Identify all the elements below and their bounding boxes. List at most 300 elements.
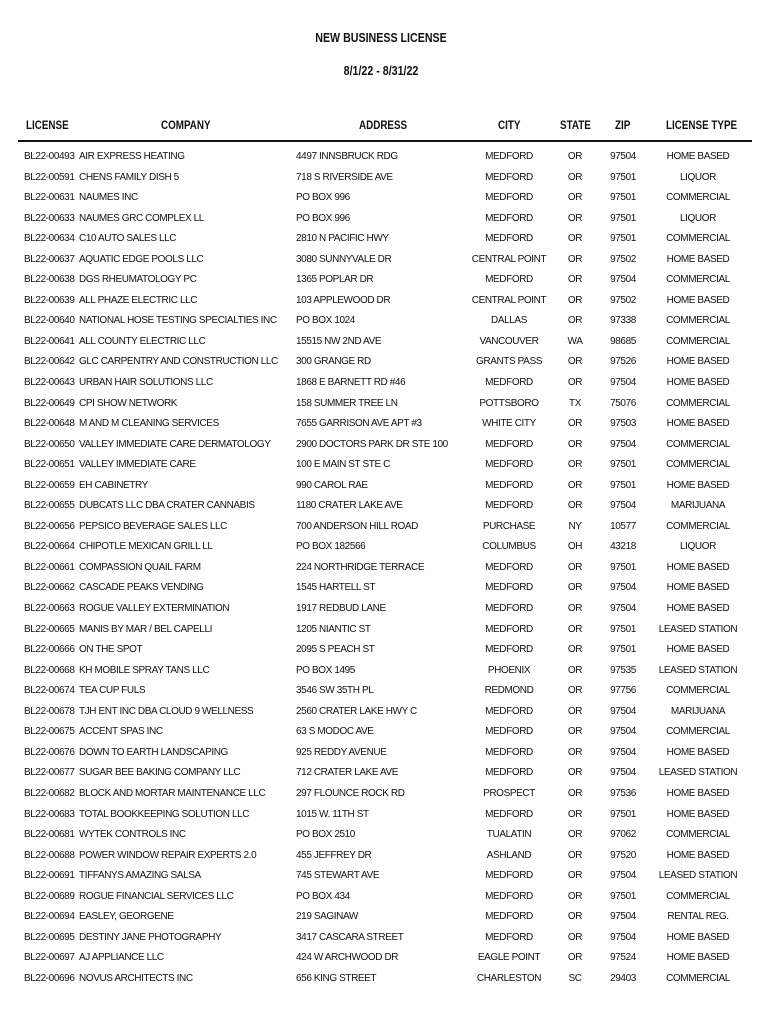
zip-cell: 10577 [610,520,636,532]
state-cell: OR [567,151,583,162]
license-cell: BL22-00634 [24,233,75,245]
address-cell: 1205 NIANTIC ST [296,623,371,635]
zip-cell: 97501 [610,623,636,635]
license-type-cell: COMMERCIAL [666,829,730,841]
license-type-cell: LIQUOR [680,541,716,553]
address-cell: 745 STEWART AVE [296,870,380,882]
state-cell: OR [567,479,583,491]
zip-cell: 97504 [610,870,636,882]
city-cell: CENTRAL POINT [471,294,547,306]
state-cell: OR [567,192,583,204]
state-cell: OR [567,377,583,389]
license-cell: BL22-00675 [24,726,75,738]
table-row [18,867,752,888]
company-cell: VALLEY IMMEDIATE CARE [79,459,196,471]
table-row [18,271,752,292]
license-type-cell: MARIJUANA [670,705,726,717]
zip-cell: 29403 [610,972,636,984]
address-cell: 3417 CASCARA STREET [296,931,404,943]
zip-cell: 97504 [610,931,636,943]
city-cell: MEDFORD [485,746,533,758]
state-cell: OR [567,438,583,450]
license-cell: BL22-00674 [24,685,75,697]
address-cell: 103 APPLEWOOD DR [296,294,391,306]
city-cell: PHOENIX [487,664,531,676]
table-row [18,538,752,559]
state-cell: OR [567,931,583,943]
company-cell: POWER WINDOW REPAIR EXPERTS 2.0 [79,849,257,861]
zip-cell: 97501 [610,808,636,820]
state-cell: NY [568,520,582,532]
company-cell: EASLEY, GEORGENE [79,911,174,923]
column-header-company: COMPANY [161,118,211,132]
state-cell: OR [567,808,583,820]
address-cell: 990 CAROL RAE [296,479,368,491]
state-cell: OR [567,356,583,368]
address-cell: 455 JEFFREY DR [296,849,372,861]
address-cell: 656 KING STREET [296,972,377,984]
zip-cell: 97501 [610,233,636,245]
license-cell: BL22-00591 [24,171,75,183]
table-row [18,826,752,847]
table-row [18,723,752,744]
address-cell: 424 W ARCHWOOD DR [296,952,399,964]
license-cell: BL22-00665 [24,623,75,635]
state-cell: OR [567,705,583,717]
column-header-city: CITY [498,118,521,132]
city-cell: CHARLESTON [476,972,542,984]
zip-cell: 97504 [610,746,636,758]
license-type-cell: LIQUOR [680,171,716,183]
license-type-cell: HOME BASED [666,253,730,265]
address-cell: PO BOX 1024 [296,315,355,327]
license-table-body [18,148,752,990]
company-cell: VALLEY IMMEDIATE CARE DERMATOLOGY [79,438,271,450]
table-row [18,764,752,785]
table-row [18,436,752,457]
state-cell: OR [567,952,583,964]
zip-cell: 97501 [610,171,636,183]
state-cell: OR [567,685,583,697]
state-cell: OR [567,315,583,327]
table-row [18,621,752,642]
address-cell: 1917 REDBUD LANE [296,603,386,615]
license-type-cell: HOME BASED [666,356,730,368]
license-type-cell: COMMERCIAL [666,397,730,409]
city-cell: VANCOUVER [479,335,539,347]
license-type-cell: LIQUOR [680,212,716,224]
license-type-cell: HOME BASED [666,603,730,615]
address-cell: 2900 DOCTORS PARK DR STE 100 [296,438,448,450]
address-cell: 63 S MODOC AVE [296,726,374,738]
company-cell: CASCADE PEAKS VENDING [79,582,204,594]
company-cell: NAUMES INC [79,192,138,204]
date-range: 8/1/22 - 8/31/22 [343,63,419,78]
table-row [18,477,752,498]
address-cell: 3080 SUNNYVALE DR [296,253,392,265]
table-row [18,395,752,416]
column-header-zip: ZIP [615,118,631,132]
zip-cell: 97504 [610,911,636,923]
city-cell: MEDFORD [485,561,533,573]
state-cell: OR [567,582,583,594]
address-cell: 1545 HARTELL ST [296,582,376,594]
company-cell: TIFFANYS AMAZING SALSA [79,870,201,882]
zip-cell: 97504 [610,377,636,389]
city-cell: MEDFORD [485,644,533,656]
zip-cell: 97501 [610,561,636,573]
company-cell: ROGUE VALLEY EXTERMINATION [79,603,230,615]
table-row [18,641,752,662]
document-title: NEW BUSINESS LICENSE [315,30,447,45]
license-cell: BL22-00655 [24,500,75,512]
company-cell: WYTEK CONTROLS INC [79,829,186,841]
city-cell: MEDFORD [485,212,533,224]
license-cell: BL22-00676 [24,746,75,758]
zip-cell: 97504 [610,500,636,512]
city-cell: MEDFORD [485,438,533,450]
license-cell: BL22-00631 [24,192,75,204]
license-cell: BL22-00649 [24,397,75,409]
table-row [18,785,752,806]
city-cell: MEDFORD [485,151,533,162]
company-cell: CHENS FAMILY DISH 5 [79,171,179,183]
license-cell: BL22-00697 [24,952,75,964]
table-row [18,929,752,950]
license-type-cell: HOME BASED [666,952,730,964]
city-cell: GRANTS PASS [476,356,542,368]
license-cell: BL22-00656 [24,520,75,532]
table-row [18,292,752,313]
license-cell: BL22-00661 [24,561,75,573]
zip-cell: 97524 [610,952,636,964]
license-cell: BL22-00664 [24,541,75,553]
company-cell: TEA CUP FULS [79,685,146,697]
license-cell: BL22-00648 [24,418,75,430]
company-cell: DGS RHEUMATOLOGY PC [79,274,197,286]
address-cell: PO BOX 996 [296,212,350,224]
address-cell: 718 S RIVERSIDE AVE [296,171,393,183]
company-cell: ROGUE FINANCIAL SERVICES LLC [79,890,234,902]
license-cell: BL22-00633 [24,212,75,224]
state-cell: OR [567,767,583,779]
company-cell: ACCENT SPAS INC [79,726,163,738]
license-cell: BL22-00643 [24,377,75,389]
zip-cell: 97502 [610,253,636,265]
license-cell: BL22-00689 [24,890,75,902]
license-type-cell: HOME BASED [666,377,730,389]
license-type-cell: COMMERCIAL [666,274,730,286]
zip-cell: 97526 [610,356,636,368]
state-cell: OR [567,274,583,286]
zip-cell: 97501 [610,459,636,471]
license-cell: BL22-00678 [24,705,75,717]
company-cell: NAUMES GRC COMPLEX LL [79,212,204,224]
address-cell: 158 SUMMER TREE LN [296,397,398,409]
state-cell: OR [567,561,583,573]
license-cell: BL22-00642 [24,356,75,368]
license-type-cell: LEASED STATION [658,623,738,635]
city-cell: PROSPECT [483,787,535,799]
zip-cell: 97503 [610,418,636,430]
address-cell: 3546 SW 35TH PL [296,685,374,697]
license-cell: BL22-00688 [24,849,75,861]
column-header-state: STATE [560,118,591,132]
state-cell: OR [567,664,583,676]
company-cell: ON THE SPOT [79,644,143,656]
city-cell: MEDFORD [485,808,533,820]
company-cell: EH CABINETRY [79,479,148,491]
city-cell: MEDFORD [485,870,533,882]
state-cell: OR [567,212,583,224]
table-row [18,415,752,436]
city-cell: MEDFORD [485,726,533,738]
company-cell: TJH ENT INC DBA CLOUD 9 WELLNESS [79,705,254,717]
zip-cell: 98685 [610,335,636,347]
state-cell: OR [567,849,583,861]
license-cell: BL22-00666 [24,644,75,656]
license-cell: BL22-00682 [24,787,75,799]
company-cell: DOWN TO EARTH LANDSCAPING [79,746,228,758]
license-cell: BL22-00683 [24,808,75,820]
address-cell: 700 ANDERSON HILL ROAD [296,520,418,532]
state-cell: OR [567,459,583,471]
state-cell: OR [567,603,583,615]
zip-cell: 97501 [610,644,636,656]
company-cell: M AND M CLEANING SERVICES [79,418,219,430]
table-row [18,806,752,827]
city-cell: MEDFORD [485,911,533,923]
license-cell: BL22-00691 [24,870,75,882]
address-cell: PO BOX 996 [296,192,350,204]
address-cell: 2560 CRATER LAKE HWY C [296,705,417,717]
city-cell: ASHLAND [486,849,532,861]
table-row [18,169,752,190]
license-type-cell: COMMERCIAL [666,459,730,471]
company-cell: NOVUS ARCHITECTS INC [79,972,193,984]
table-row [18,353,752,374]
license-cell: BL22-00694 [24,911,75,923]
license-cell: BL22-00651 [24,459,75,471]
company-cell: AQUATIC EDGE POOLS LLC [79,253,204,265]
address-cell: 15515 NW 2ND AVE [296,335,382,347]
license-type-cell: COMMERCIAL [666,233,730,245]
license-type-cell: LEASED STATION [658,870,738,882]
zip-cell: 97502 [610,294,636,306]
table-row [18,559,752,580]
license-type-cell: LEASED STATION [658,664,738,676]
city-cell: MEDFORD [485,377,533,389]
license-cell: BL22-00640 [24,315,75,327]
license-cell: BL22-00641 [24,335,75,347]
city-cell: MEDFORD [485,274,533,286]
city-cell: TUALATIN [486,829,532,841]
table-row [18,908,752,929]
address-cell: 219 SAGINAW [296,911,358,923]
table-row [18,456,752,477]
state-cell: OR [567,644,583,656]
license-type-cell: COMMERCIAL [666,438,730,450]
table-row [18,600,752,621]
city-cell: MEDFORD [485,623,533,635]
address-cell: 2095 S PEACH ST [296,644,375,656]
state-cell: SC [568,972,582,984]
company-cell: CPI SHOW NETWORK [79,397,178,409]
table-row [18,703,752,724]
license-type-cell: COMMERCIAL [666,520,730,532]
table-row [18,662,752,683]
zip-cell: 43218 [610,541,636,553]
license-cell: BL22-00677 [24,767,75,779]
address-cell: 224 NORTHRIDGE TERRACE [296,561,425,573]
company-cell: TOTAL BOOKKEEPING SOLUTION LLC [79,808,250,820]
license-type-cell: HOME BASED [666,787,730,799]
zip-cell: 97536 [610,787,636,799]
license-type-cell: HOME BASED [666,418,730,430]
license-cell: BL22-00681 [24,829,75,841]
table-row [18,189,752,210]
zip-cell: 97504 [610,767,636,779]
address-cell: 712 CRATER LAKE AVE [296,767,399,779]
license-type-cell: COMMERCIAL [666,890,730,902]
address-cell: 100 E MAIN ST STE C [296,459,390,471]
company-cell: ALL PHAZE ELECTRIC LLC [79,294,198,306]
table-row [18,230,752,251]
company-cell: DUBCATS LLC DBA CRATER CANNABIS [79,500,255,512]
table-row [18,374,752,395]
zip-cell: 97504 [610,603,636,615]
state-cell: OR [567,746,583,758]
table-row [18,949,752,970]
table-row [18,251,752,272]
city-cell: COLUMBUS [482,541,536,553]
state-cell: OH [567,541,583,553]
column-header-address: ADDRESS [359,118,408,132]
zip-cell: 97501 [610,212,636,224]
address-cell: 1365 POPLAR DR [296,274,374,286]
city-cell: MEDFORD [485,459,533,471]
company-cell: BLOCK AND MORTAR MAINTENANCE LLC [79,787,266,799]
company-cell: CHIPOTLE MEXICAN GRILL LL [79,541,213,553]
table-row [18,148,752,169]
state-cell: TX [569,397,581,409]
license-cell: BL22-00650 [24,438,75,450]
address-cell: 4497 INNSBRUCK RDG [296,151,398,162]
license-cell: BL22-00695 [24,931,75,943]
address-cell: PO BOX 2510 [296,829,355,841]
column-header-license-type: LICENSE TYPE [666,118,738,132]
license-cell: BL22-00696 [24,972,75,984]
license-type-cell: LEASED STATION [658,767,738,779]
company-cell: NATIONAL HOSE TESTING SPECIALTIES INC [79,315,277,327]
state-cell: OR [567,870,583,882]
table-row [18,518,752,539]
license-cell: BL22-00639 [24,294,75,306]
zip-cell: 97535 [610,664,636,676]
license-type-cell: COMMERCIAL [666,315,730,327]
zip-cell: 97504 [610,705,636,717]
license-type-cell: COMMERCIAL [666,685,730,697]
address-cell: PO BOX 434 [296,890,350,902]
license-type-cell: COMMERCIAL [666,335,730,347]
company-cell: MANIS BY MAR / BEL CAPELLI [79,623,212,635]
table-row [18,333,752,354]
address-cell: 1868 E BARNETT RD #46 [296,377,406,389]
zip-cell: 97756 [610,685,636,697]
license-type-cell: HOME BASED [666,931,730,943]
license-type-cell: COMMERCIAL [666,972,730,984]
license-type-cell: HOME BASED [666,561,730,573]
table-header [18,118,752,142]
zip-cell: 97504 [610,582,636,594]
zip-cell: 97338 [610,315,636,327]
city-cell: MEDFORD [485,171,533,183]
city-cell: DALLAS [491,315,527,327]
zip-cell: 97501 [610,479,636,491]
license-cell: BL22-00493 [24,151,75,162]
state-cell: OR [567,418,583,430]
company-cell: GLC CARPENTRY AND CONSTRUCTION LLC [79,356,278,368]
license-type-cell: HOME BASED [666,849,730,861]
license-cell: BL22-00663 [24,603,75,615]
license-cell: BL22-00637 [24,253,75,265]
zip-cell: 97504 [610,726,636,738]
state-cell: OR [567,829,583,841]
zip-cell: 97504 [610,151,636,162]
city-cell: PURCHASE [482,520,536,532]
city-cell: MEDFORD [485,500,533,512]
zip-cell: 97504 [610,274,636,286]
state-cell: OR [567,890,583,902]
company-cell: AJ APPLIANCE LLC [79,952,164,964]
city-cell: MEDFORD [485,705,533,717]
address-cell: 297 FLOUNCE ROCK RD [296,787,405,799]
license-cell: BL22-00659 [24,479,75,491]
license-type-cell: HOME BASED [666,746,730,758]
license-type-cell: COMMERCIAL [666,726,730,738]
address-cell: PO BOX 1495 [296,664,355,676]
address-cell: PO BOX 182566 [296,541,366,553]
license-type-cell: MARIJUANA [670,500,726,512]
city-cell: MEDFORD [485,233,533,245]
license-type-cell: COMMERCIAL [666,192,730,204]
city-cell: EAGLE POINT [477,952,541,964]
state-cell: OR [567,911,583,923]
state-cell: OR [567,726,583,738]
license-type-cell: HOME BASED [666,151,730,162]
table-row [18,682,752,703]
city-cell: MEDFORD [485,890,533,902]
column-header-license: LICENSE [26,118,69,132]
zip-cell: 97520 [610,849,636,861]
state-cell: WA [567,335,583,347]
table-row [18,744,752,765]
zip-cell: 97501 [610,890,636,902]
address-cell: 2810 N PACIFIC HWY [296,233,389,245]
company-cell: SUGAR BEE BAKING COMPANY LLC [79,767,241,779]
license-cell: BL22-00668 [24,664,75,676]
city-cell: MEDFORD [485,479,533,491]
table-row [18,312,752,333]
license-cell: BL22-00638 [24,274,75,286]
company-cell: ALL COUNTY ELECTRIC LLC [79,335,206,347]
license-cell: BL22-00662 [24,582,75,594]
state-cell: OR [567,787,583,799]
city-cell: MEDFORD [485,931,533,943]
state-cell: OR [567,233,583,245]
city-cell: MEDFORD [485,767,533,779]
license-type-cell: HOME BASED [666,808,730,820]
